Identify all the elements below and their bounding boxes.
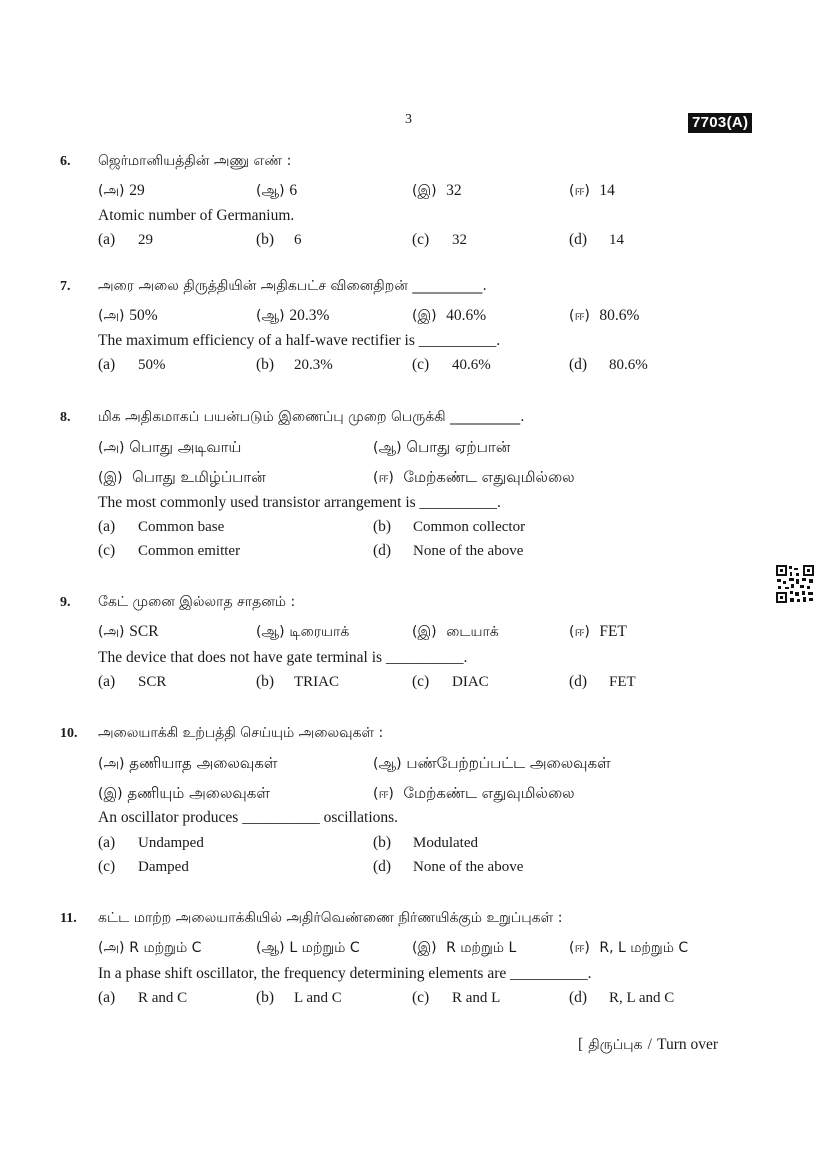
tamil-option-a: (அ) தணியாத அலைவுகள்	[98, 754, 278, 772]
footer-tamil: திருப்புக	[588, 1037, 643, 1053]
english-option-c: (c) Common emitter	[98, 542, 241, 559]
question-number: 11.	[60, 911, 77, 926]
question-text-english: In a phase shift oscillator, the frequency determining elements are __________.	[98, 965, 592, 982]
tamil-option-a: (அ) SCR	[98, 623, 159, 640]
tamil-option-a: (அ) பொது அடிவாய்	[98, 438, 242, 456]
english-option-c: (c) DIAC	[412, 673, 489, 690]
question-text-tamil: கட்ட மாற்ற அலையாக்கியில் அதிர்வெண்ணை நிர்ணயிக்கும் உறுப்புகள் :	[98, 910, 563, 926]
english-option-c: (c) 40.6%	[412, 356, 491, 373]
tamil-option-d: (ஈ) 80.6%	[569, 307, 640, 324]
english-option-b: (b) Modulated	[373, 834, 478, 851]
english-option-d: (d) 14	[569, 231, 624, 248]
tamil-option-a: (அ) R மற்றும் C	[98, 940, 202, 956]
question-text-tamil: ஜெர்மானியத்தின் அணு எண் :	[98, 153, 292, 169]
english-option-a: (a) 29	[98, 231, 153, 248]
english-option-d: (d) FET	[569, 673, 636, 690]
question-text-tamil: கேட் முனை இல்லாத சாதனம் :	[98, 594, 296, 610]
question-text-english: An oscillator produces __________ oscillations.	[98, 809, 399, 826]
tamil-option-b: (ஆ) பொது ஏற்பான்	[373, 438, 511, 456]
footer-english: Turn over	[657, 1036, 719, 1053]
turn-over-note	[578, 1034, 718, 1055]
tamil-option-b: (ஆ) L மற்றும் C	[256, 940, 360, 956]
tamil-option-b: (ஆ) பண்பேற்றப்பட்ட அலைவுகள்	[373, 754, 611, 772]
footer-bracket: [	[578, 1036, 584, 1053]
english-option-b: (b) TRIAC	[256, 673, 339, 690]
english-option-d: (d) None of the above	[373, 858, 524, 875]
tamil-option-b: (ஆ) டிரையாக்	[256, 624, 350, 640]
question-number: 9.	[60, 595, 71, 610]
tamil-option-c: (இ) தணியும் அலைவுகள்	[98, 784, 270, 802]
english-option-a: (a) SCR	[98, 673, 167, 690]
tamil-option-b: (ஆ) 6	[256, 182, 298, 199]
english-option-b: (b) Common collector	[373, 518, 526, 535]
question-number: 7.	[60, 279, 71, 294]
tamil-option-d: (ஈ) 14	[569, 182, 615, 199]
english-option-b: (b) 20.3%	[256, 356, 333, 373]
tamil-option-c: (இ) 40.6%	[412, 307, 487, 324]
question-text-tamil: மிக அதிகமாகப் பயன்படும் இணைப்பு முறை பெருக்கி __________.	[98, 409, 525, 425]
tamil-option-c: (இ) டையாக்	[412, 624, 499, 640]
tamil-option-a: (அ) 29	[98, 182, 145, 199]
question-text-tamil: அரை அலை திருத்தியின் அதிகபட்ச வினைதிறன் __________.	[98, 278, 487, 294]
english-option-c: (c) R and L	[412, 989, 501, 1006]
page-number: 3	[405, 112, 412, 127]
english-option-a: (a) Common base	[98, 518, 225, 535]
tamil-option-d: (ஈ) மேற்கண்ட எதுவுமில்லை	[373, 784, 575, 802]
english-option-d: (d) R, L and C	[569, 989, 675, 1006]
qr-code-icon	[775, 564, 815, 604]
tamil-option-d: (ஈ) R, L மற்றும் C	[569, 940, 689, 956]
tamil-option-a: (அ) 50%	[98, 307, 158, 324]
english-option-a: (a) Undamped	[98, 834, 204, 851]
english-option-c: (c) 32	[412, 231, 467, 248]
question-text-tamil: அலையாக்கி உற்பத்தி செய்யும் அலைவுகள் :	[98, 725, 384, 741]
question-number: 6.	[60, 154, 71, 169]
tamil-option-c: (இ) R மற்றும் L	[412, 940, 517, 956]
footer-separator: /	[647, 1036, 652, 1053]
tamil-option-c: (இ) பொது உமிழ்ப்பான்	[98, 468, 266, 486]
question-text-english: The maximum efficiency of a half-wave rectifier is __________.	[98, 332, 501, 349]
question-number: 8.	[60, 410, 71, 425]
tamil-option-c: (இ) 32	[412, 182, 462, 199]
english-option-b: (b) L and C	[256, 989, 342, 1006]
english-option-b: (b) 6	[256, 231, 302, 248]
english-option-d: (d) None of the above	[373, 542, 524, 559]
english-option-a: (a) 50%	[98, 356, 166, 373]
tamil-option-d: (ஈ) மேற்கண்ட எதுவுமில்லை	[373, 468, 575, 486]
paper-code-badge: 7703(A)	[688, 113, 752, 133]
question-text-english: The most commonly used transistor arrangement is __________.	[98, 494, 501, 511]
tamil-option-b: (ஆ) 20.3%	[256, 307, 330, 324]
question-number: 10.	[60, 726, 78, 741]
tamil-option-d: (ஈ) FET	[569, 623, 627, 640]
english-option-d: (d) 80.6%	[569, 356, 648, 373]
question-text-english: Atomic number of Germanium.	[98, 207, 295, 224]
english-option-a: (a) R and C	[98, 989, 188, 1006]
question-text-english: The device that does not have gate terminal is __________.	[98, 649, 468, 666]
english-option-c: (c) Damped	[98, 858, 189, 875]
